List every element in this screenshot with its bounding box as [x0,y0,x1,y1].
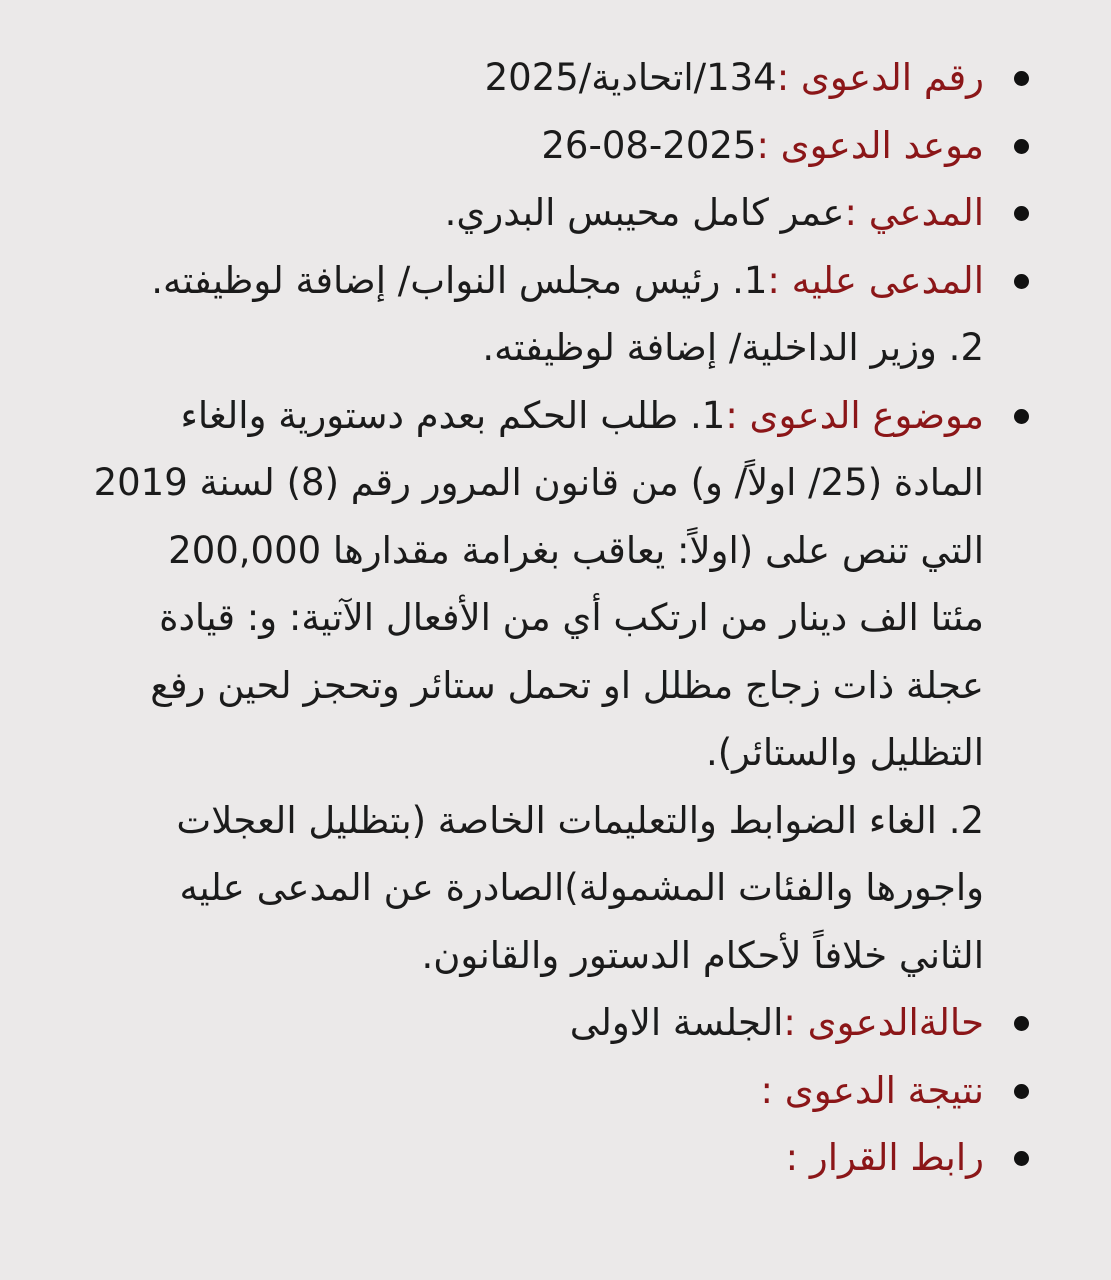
case-date-item [0,112,1111,180]
defendant-item [0,247,1111,382]
case-subject-value-line: التي تنص على (اولاً: يعاقب بغرامة مقدارها 200,000 [168,528,984,572]
case-subject-value-line: عجلة ذات زجاج مظلل او تحمل ستائر وتحجز لحين رفع [150,663,984,707]
case-result-item [0,1057,1111,1125]
case-status-item [0,989,1111,1057]
defendant-label: المدعى عليه : [767,258,984,302]
case-status-label: حالةالدعوى : [783,1001,984,1044]
defendant-value-line: 1. رئيس مجلس النواب/ إضافة لوظيفته. [151,258,768,302]
bullet-icon [1014,139,1029,154]
decision-link-label: رابط القرار : [785,1136,984,1179]
case-date-value: 2025-08-26 [541,123,757,167]
bullet-icon [1014,1084,1029,1099]
bullet-icon [1014,409,1029,424]
case-result-label: نتيجة الدعوى : [760,1068,984,1112]
defendant-line [6,247,984,315]
case-subject-value-line: الثاني خلافاً لأحكام الدستور والقانون. [421,933,984,977]
plaintiff-value: عمر كامل محيبس البدري. [444,191,845,234]
case-number-value: 134/اتحادية/2025 [484,56,777,99]
case-subject-item [0,382,1111,990]
bullet-icon [1014,1151,1029,1166]
case-subject-line [6,382,984,450]
case-details-list [0,44,1111,1192]
case-subject-value-line: واجورها والفئات المشمولة)الصادرة عن المدعى عليه [179,866,984,909]
plaintiff-label: المدعي : [844,191,984,234]
bullet-icon [1014,1016,1029,1031]
plaintiff-item [0,179,1111,247]
case-subject-value-line: 1. طلب الحكم بعدم دستورية والغاء [180,393,726,437]
case-subject-value-line: المادة (25/ اولاً/ و) من قانون المرور رقم (8) لسنة 2019 [93,461,984,504]
case-number-label: رقم الدعوى : [776,56,984,99]
defendant-value-line: 2. وزير الداخلية/ إضافة لوظيفته. [482,326,984,369]
decision-link-item [0,1124,1111,1192]
case-status-value: الجلسة الاولى [569,1001,784,1044]
case-subject-value-line: 2. الغاء الضوابط والتعليمات الخاصة (بتظليل العجلات [176,798,984,842]
bullet-icon [1014,274,1029,289]
case-number-item [0,44,1111,112]
bullet-icon [1014,206,1029,221]
case-subject-value-line: التظليل والستائر). [705,731,984,774]
case-date-label: موعد الدعوى : [756,123,984,167]
case-subject-label: موضوع الدعوى : [725,393,984,437]
bullet-icon [1014,71,1029,86]
case-subject-value-line: مئتا الف دينار من ارتكب أي من الأفعال الآتية: و: قيادة [159,596,984,639]
